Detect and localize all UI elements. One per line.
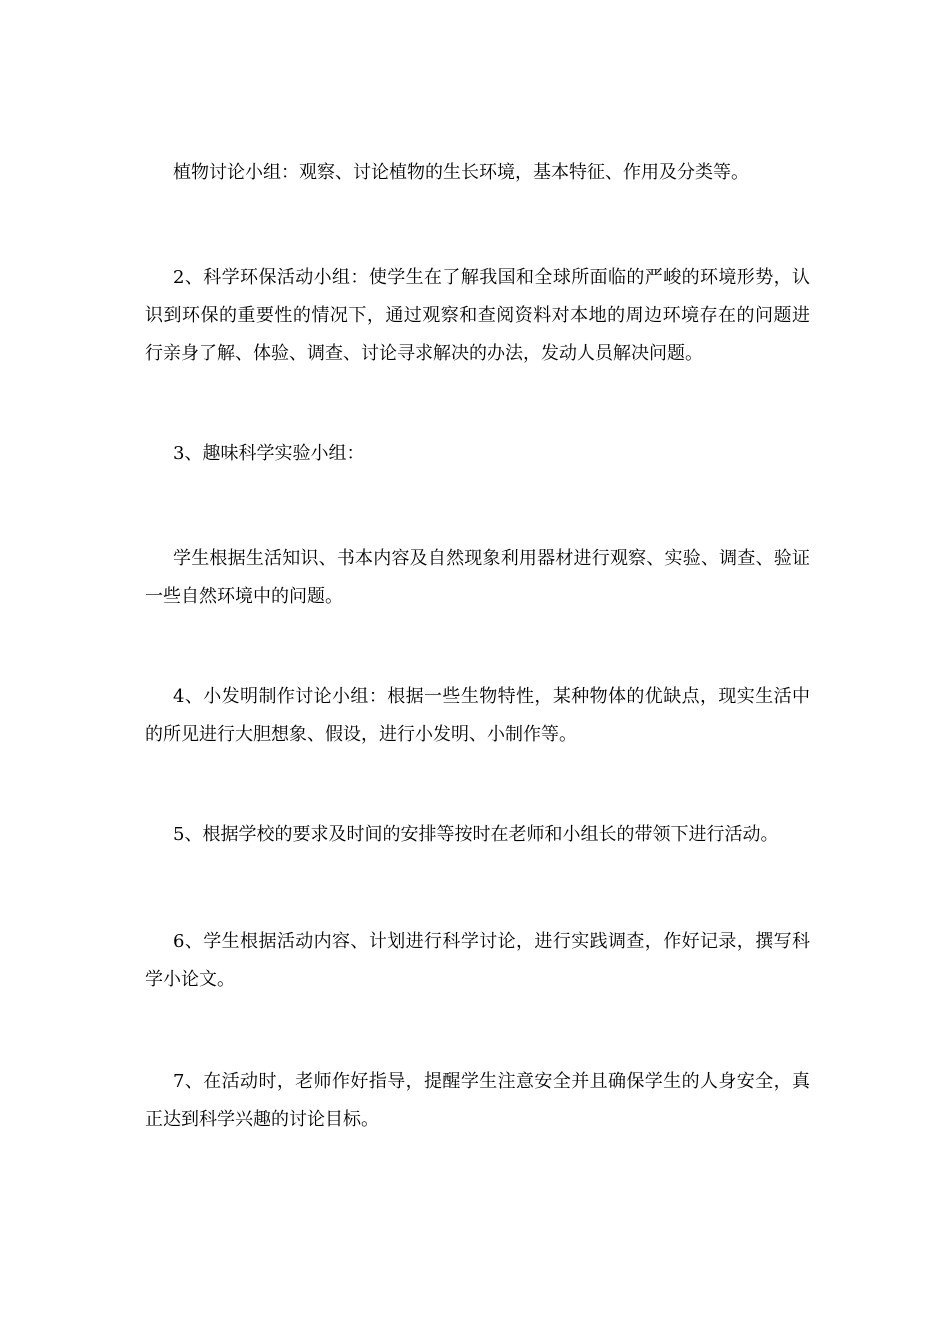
paragraph-experiment-group-body: 学生根据生活知识、书本内容及自然现象利用器材进行观察、实验、调查、验证一些自然环境中的问题。 xyxy=(145,548,810,607)
paragraph-experiment-group-heading: 3、趣味科学实验小组： xyxy=(173,443,365,464)
paragraph-invention-group: 4、小发明制作讨论小组：根据一些生物特性，某种物体的优缺点，现实生活中的所见进行大胆想象、假设，进行小发明、小制作等。 xyxy=(145,686,810,745)
paragraph-environment-group: 2、科学环保活动小组：使学生在了解我国和全球所面临的严峻的环境形势，认识到环保的重要性的情况下，通过观察和查阅资料对本地的周边环境存在的问题进行亲身了解、体验、调查、讨论寻求解决的办法，发动人员解决问题。 xyxy=(145,267,810,364)
paragraph-safety: 7、在活动时，老师作好指导，提醒学生注意安全并且确保学生的人身安全，真正达到科学兴趣的讨论目标。 xyxy=(145,1071,810,1130)
paragraph-schedule: 5、根据学校的要求及时间的安排等按时在老师和小组长的带领下进行活动。 xyxy=(173,824,779,845)
paragraph-research: 6、学生根据活动内容、计划进行科学讨论，进行实践调查，作好记录，撰写科学小论文。 xyxy=(145,931,810,990)
paragraph-plant-group: 植物讨论小组：观察、讨论植物的生长环境，基本特征、作用及分类等。 xyxy=(173,162,749,183)
